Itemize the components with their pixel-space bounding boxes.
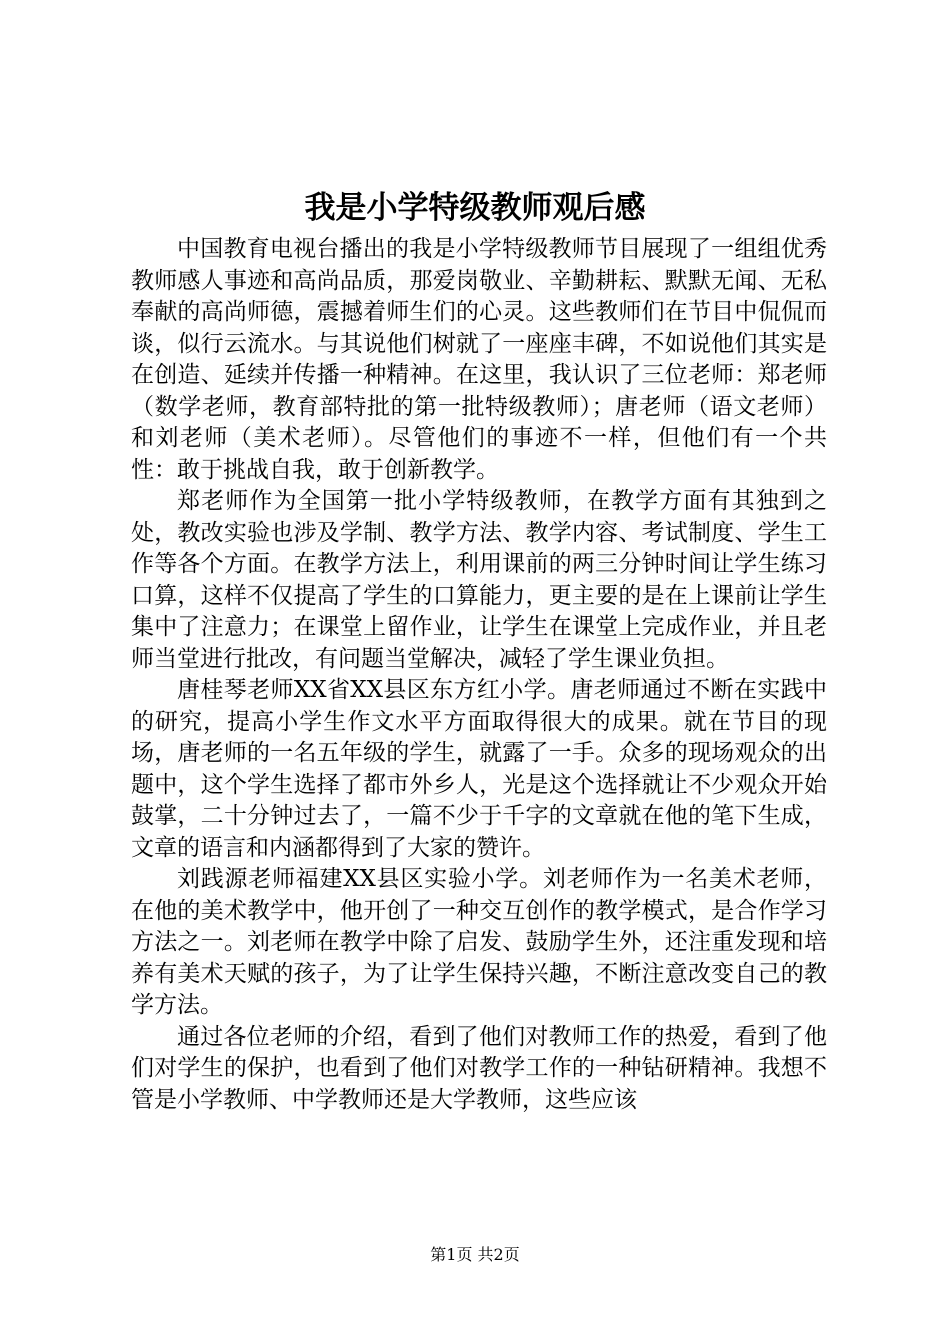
page-title: 我是小学特级教师观后感 xyxy=(304,190,646,226)
paragraph-5: 通过各位老师的介绍，看到了他们对教师工作的热爱，看到了他们对学生的保护，也看到了他们对教学工作的一种钻研精神。我想不管是小学教师、中学教师还是大学教师，这些应该 xyxy=(131,1023,827,1113)
paragraph-3: 唐桂琴老师XX省XX县区东方红小学。唐老师通过不断在实践中的研究，提高小学生作文水平方面取得很大的成果。就在节目的现场，唐老师的一名五年级的学生，就露了一手。众多的现场观众的出题中，这个学生选择了都市外乡人，光是这个选择就让不少观众开始鼓掌，二十分钟过去了，一篇不少于千字的文章就在他的笔下生成，文章的语言和内涵都得到了大家的赞许。 xyxy=(131,677,827,861)
paragraph-1: 中国教育电视台播出的我是小学特级教师节目展现了一组组优秀教师感人事迹和高尚品质，那爱岗敬业、辛勤耕耘、默默无闻、无私奉献的高尚师德，震撼着师生们的心灵。这些教师们在节目中侃侃而谈，似行云流水。与其说他们树就了一座座丰碑，不如说他们其实是在创造、延续并传播一种精神。在这里，我认识了三位老师：郑老师（数学老师，教育部特批的第一批特级教师）；唐老师（语文老师）和刘老师（美术老师）。尽管他们的事迹不一样，但他们有一个共性：敢于挑战自我，敢于创新教学。 xyxy=(131,236,827,483)
page-footer: 第1页 共2页 xyxy=(430,1245,520,1264)
paragraph-2: 郑老师作为全国第一批小学特级教师，在教学方面有其独到之处，教改实验也涉及学制、教学方法、教学内容、考试制度、学生工作等各个方面。在教学方法上，利用课前的两三分钟时间让学生练习口算，这样不仅提高了学生的口算能力，更主要的是在上课前让学生集中了注意力；在课堂上留作业，让学生在课堂上完成作业，并且老师当堂进行批改，有问题当堂解决，减轻了学生课业负担。 xyxy=(131,488,827,672)
document-body xyxy=(131,234,827,1116)
paragraph-4: 刘践源老师福建XX县区实验小学。刘老师作为一名美术老师，在他的美术教学中，他开创了一种交互创作的教学模式，是合作学习方法之一。刘老师在教学中除了启发、鼓励学生外，还注重发现和培养有美术天赋的孩子，为了让学生保持兴趣，不断注意改变自己的教学方法。 xyxy=(131,866,827,1018)
